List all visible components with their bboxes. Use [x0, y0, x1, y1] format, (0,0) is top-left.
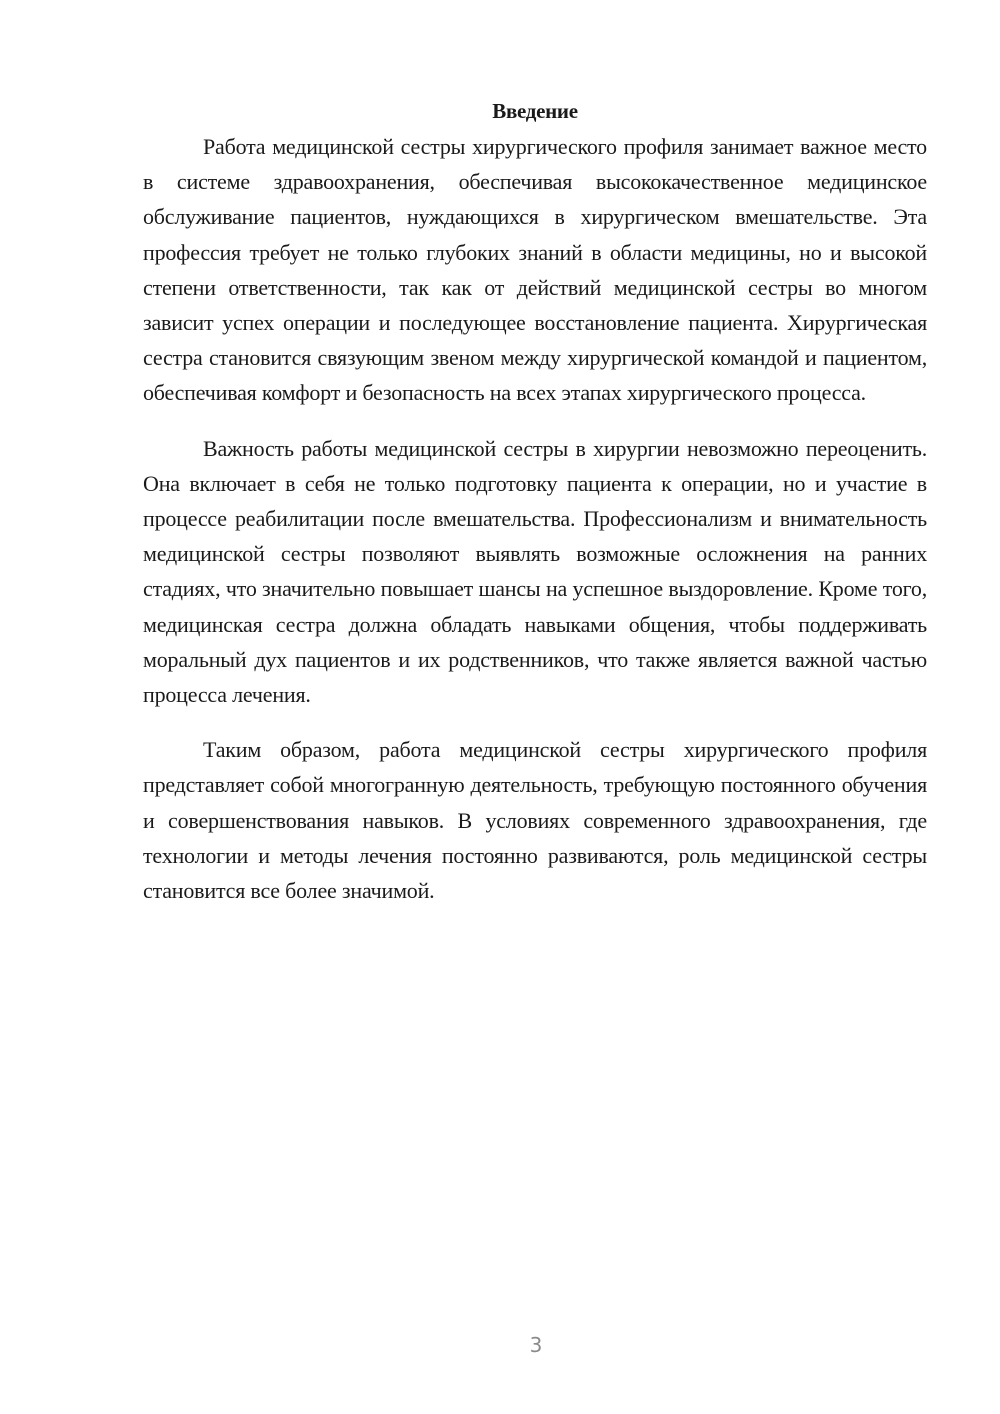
section-heading: Введение — [492, 99, 578, 123]
page-number: 3 — [529, 1333, 543, 1357]
paragraph-3: Таким образом, работа медицинской сестры хирургического профиля представляет собой многогранную деятельность, требующую постоянного обучения и совершенствования навыков. В условиях современного здравоохранения, где технологии и методы лечения постоянно развиваются, роль медицинской сестры становится все более значимой. — [143, 737, 927, 904]
page-content — [143, 94, 927, 928]
paragraph-2: Важность работы медицинской сестры в хирургии невозможно переоценить. Она включает в себя не только подготовку пациента к операции, но и участие в процессе реабилитации после вмешательства. Профессионализм и внимательность медицинской сестры позволяют выявлять возможные осложнения на ранних стадиях, что значительно повышает шансы на успешное выздоровление. Кроме того, медицинская сестра должна обладать навыками общения, чтобы поддерживать моральный дух пациентов и их родственников, что также является важной частью процесса лечения. — [143, 435, 927, 708]
paragraph-1: Работа медицинской сестры хирургического профиля занимает важное место в системе здравоохранения, обеспечивая высококачественное медицинское обслуживание пациентов, нуждающихся в хирургическом вмешательстве. Эта профессия требует не только глубоких знаний в области медицины, но и высокой степени ответственности, так как от действий медицинской сестры во многом зависит успех операции и последующее восстановление пациента. Хирургическая сестра становится связующим звеном между хирургической командой и пациентом, обеспечивая комфорт и безопасность на всех этапах хирургического процесса. — [143, 134, 927, 406]
